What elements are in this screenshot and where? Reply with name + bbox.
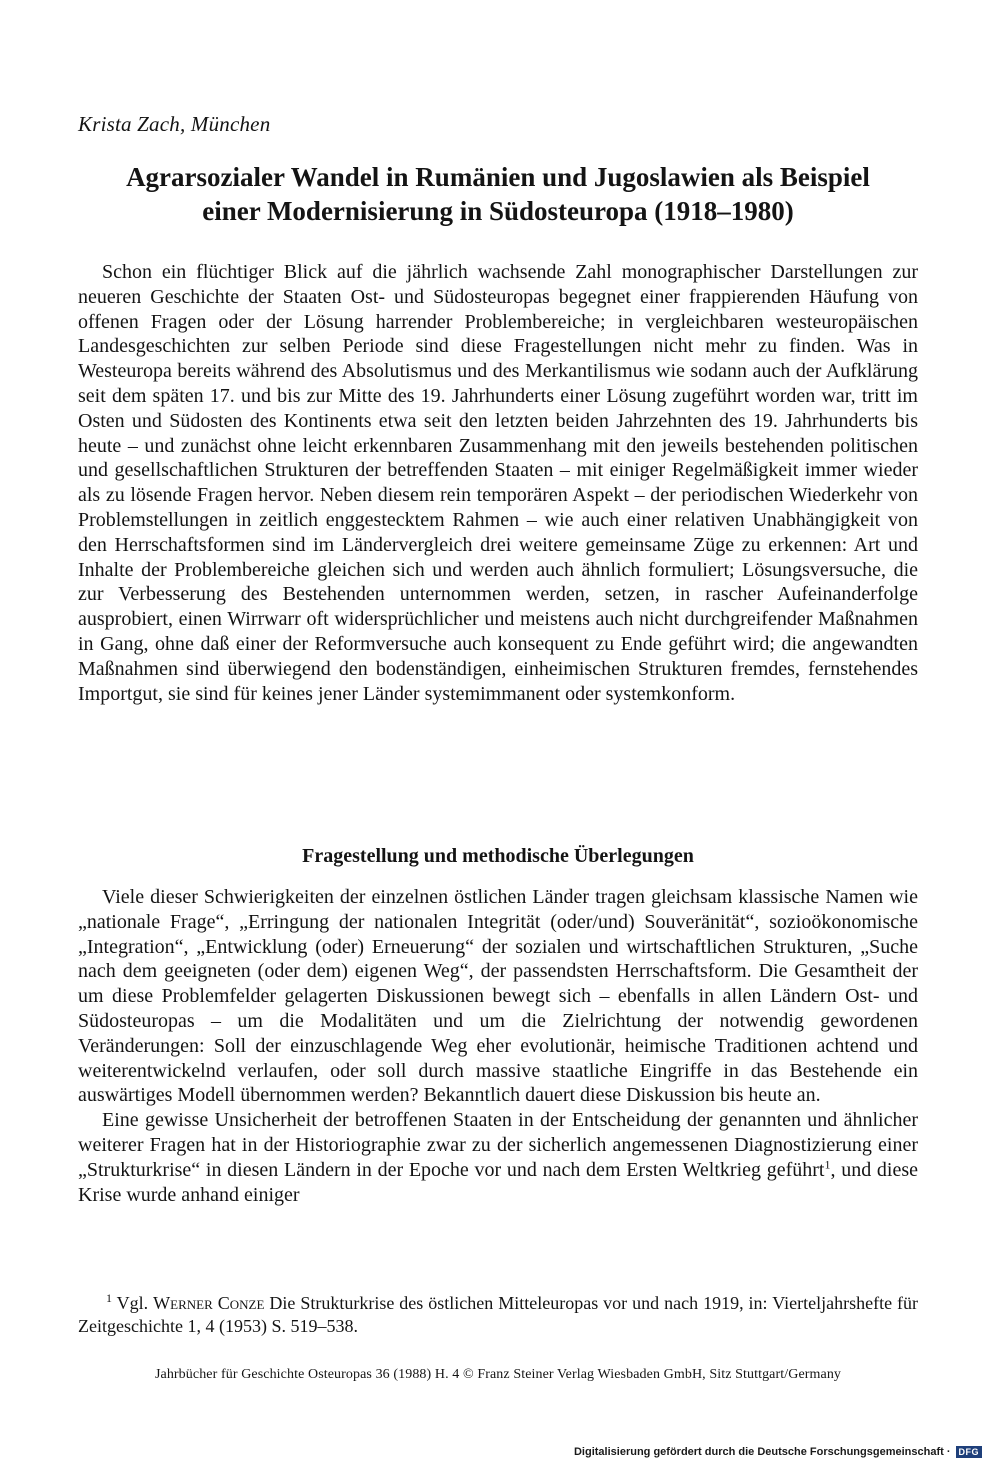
title-line-1: Agrarsozialer Wandel in Rumänien und Jugoslawien als Beispiel: [126, 162, 870, 192]
title-line-2: einer Modernisierung in Südosteuropa (1918–1980): [202, 196, 794, 226]
paragraph-2-text: Eine gewisse Unsicherheit der betroffenen Staaten in der Entscheidung der genannten und ähnlicher weiterer Fragen hat in der Historiographie zwar zu der sicherlich angemessenen Diagnostizierung einer „Strukturkrise“ in diesen Ländern in der Epoche vor und nach dem Ersten Weltkrieg geführt: [78, 1109, 918, 1181]
journal-citation: Jahrbücher für Geschichte Osteuropas 36 (1988) H. 4 © Franz Steiner Verlag Wiesbaden GmbH, Sitz Stuttgart/Germany: [154, 1367, 842, 1382]
footnote-prefix: Vgl.: [116, 1293, 149, 1313]
footnote-text: Die Strukturkrise des östlichen Mitteleuropas vor und nach 1919, in: Vierteljahrshefte für Zeitgeschichte 1, 4 (1953) S. 519–538.: [78, 1293, 919, 1336]
section-body: [78, 885, 918, 1207]
intro-section: [78, 260, 918, 706]
digitization-notice: [574, 1446, 982, 1458]
digitization-text: Digitalisierung gefördert durch die Deutsche Forschungsgemeinschaft ·: [573, 1446, 951, 1458]
footnote-entry: [78, 1292, 918, 1338]
paragraph-2-tail: , und diese Krise wurde anhand einiger: [78, 1158, 919, 1206]
section-paragraph-2: [78, 1108, 918, 1207]
section-paragraph-1: Viele dieser Schwierigkeiten der einzelnen östlichen Länder tragen gleichsam klassische Namen wie „nationale Frage“, „Erringung der nationalen Integrität (oder/und) Souveränität“, sozioökonomische „Integration“, „Entwicklung (oder) Erneuerung“ der sozialen und wirtschaftlichen Strukturen, „Suche nach dem geeigneten (oder dem) eigenen Weg“, der passendsten Herrschaftsform. Die Gesamtheit der um diese Problemfelder gelagerten Diskussionen bewegt sich – ebenfalls in allen Ländern Ost- und Südosteuropas – um die Modalitäten und um die Zielrichtung der notwendig gewordenen Veränderungen: Soll der einzuschlagende Weg eher evolutionär, heimische Traditionen achtend und weiterentwickelnd verlaufen, oder soll durch massive staatliche Eingriffe in das Bestehende ein auswärtiges Modell übernommen werden? Bekanntlich dauert diese Diskussion bis heute an.: [78, 886, 918, 1107]
footnote-reference[interactable]: 1: [824, 1157, 831, 1172]
section-heading: Fragestellung und methodische Überlegungen: [302, 845, 694, 867]
intro-paragraph: Schon ein flüchtiger Blick auf die jährlich wachsende Zahl monographischer Darstellungen zur neueren Geschichte der Staaten Ost- und Südosteuropas begegnet einer frappierenden Häufung von offenen Fragen oder der Lösung harrender Problembereiche; in vergleichbaren westeuropäischen Landesgeschichten zur selben Periode sind diese Fragestellungen nicht mehr zu finden. Was in Westeuropa bereits während des Absolutismus und des Merkantilismus wie sodann auch der Aufklärung seit dem späten 17. und bis zur Mitte des 19. Jahrhunderts einer Lösung zugeführt worden war, tritt im Osten und Südosten des Kontinents etwa seit den letzten beiden Jahrzehnten des 19. Jahrhunderts bis heute – und zunächst ohne leicht erkennbaren Zusammenhang mit den jeweils bestehenden politischen und gesellschaftlichen Strukturen der betreffenden Staaten – mit einiger Regelmäßigkeit immer wieder als zu lösende Fragen hervor. Neben diesem rein temporären Aspekt – der periodischen Wiederkehr von Problemstellungen in zeitlich enggestecktem Rahmen – wie auch einer relativen Unabhängigkeit von den Herrschaftsformen sind im Ländervergleich drei weitere gemeinsame Züge zu erkennen: Art und Inhalte der Problembereiche gleichen sich und werden auch ähnlich formuliert; Lösungsversuche, die zur Verbesserung des Bestehenden unternommen werden, setzen, in rascher Aufeinanderfolge ausprobiert, einen Wirrwarr oft widersprüchlicher und meistens auch nicht durchgreifender Maßnahmen in Gang, ohne daß einer der Reformversuche auch konsequent zu Ende geführt wird; die angewandten Maßnahmen sind überwiegend den bodenständigen, einheimischen Strukturen fremdes, fernstehendes Importgut, sie sind für keines jener Länder systemimmanent oder systemkonform.: [78, 261, 918, 705]
dfg-logo: DFG: [956, 1446, 983, 1458]
author-line: Krista Zach, München: [78, 112, 271, 136]
footnote: [78, 1292, 918, 1338]
footnote-marker: 1: [106, 1291, 112, 1305]
document-page: [78, 0, 918, 1469]
footnote-author: Werner Conze: [153, 1293, 265, 1313]
article-title: [78, 160, 918, 228]
